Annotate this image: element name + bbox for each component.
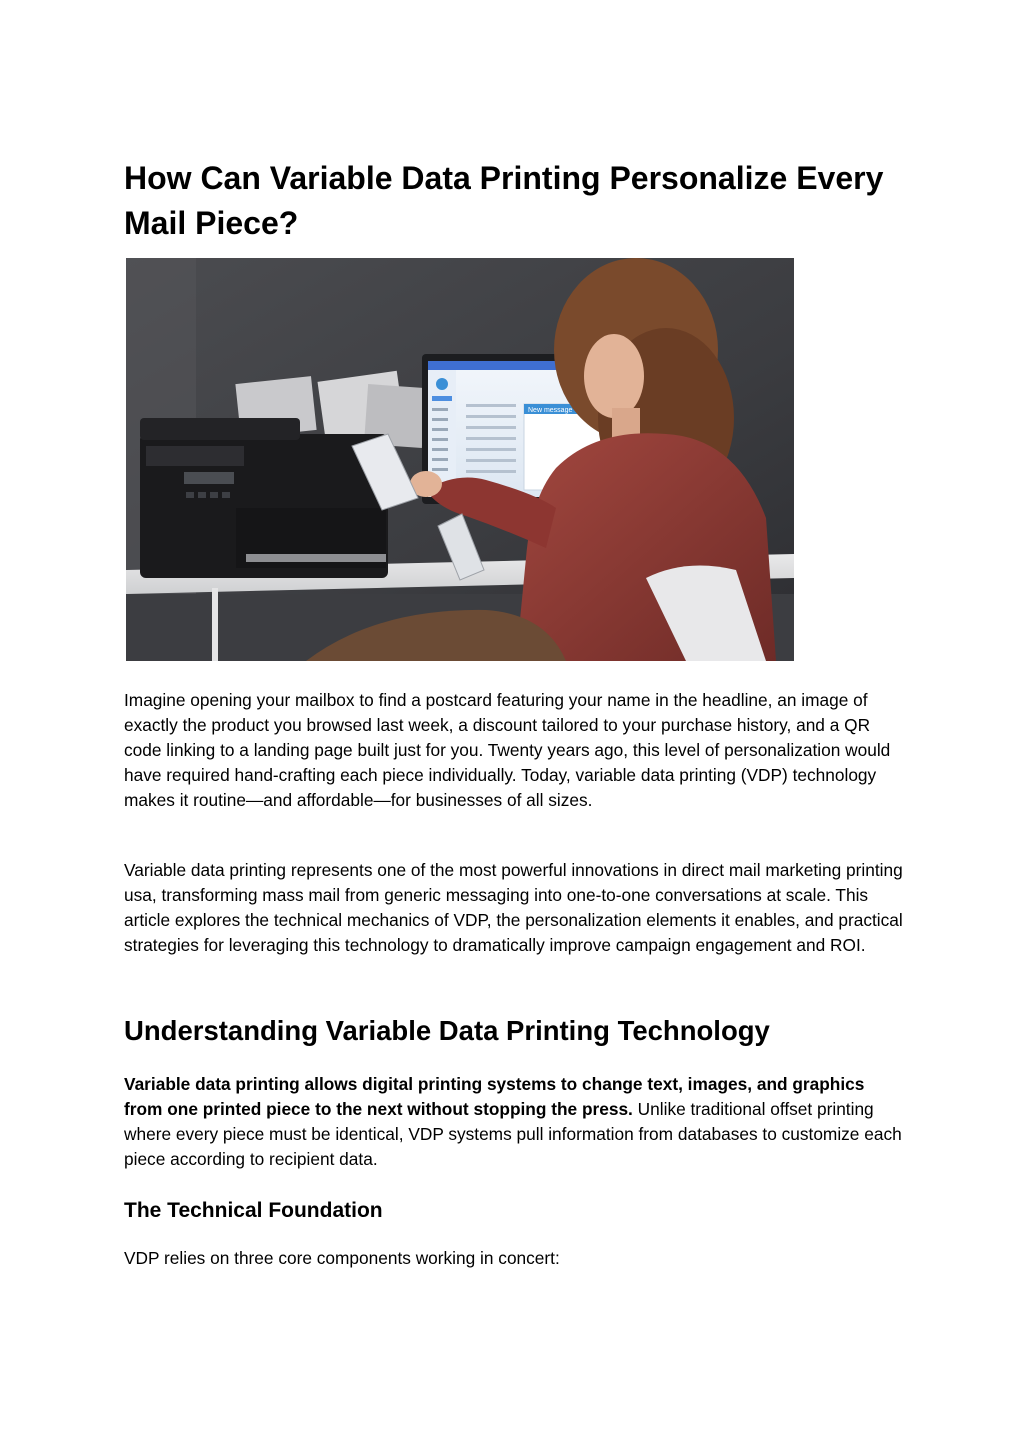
section-heading: Understanding Variable Data Printing Technology — [124, 1015, 770, 1046]
section-paragraph-bold: Variable data printing allows digital printing systems to change text, images, and graphics from one printed piece to the next without stopping the press. — [124, 1074, 865, 1120]
article-title: How Can Variable Data Printing Personalize Every Mail Piece? — [124, 160, 884, 241]
subsection-heading: The Technical Foundation — [124, 1199, 383, 1222]
second-paragraph: Variable data printing represents one of the most powerful innovations in direct mail marketing printing usa, transforming mass mail from generic messaging into one-to-one conversations at scale. This article explores the technical mechanics of VDP, the personalization elements it enables, and practical strategies for leveraging this technology to dramatically improve campaign engagement and ROI. — [124, 860, 903, 956]
section-paragraph-rest: Unlike traditional offset printing where every piece must be identical, VDP systems pull information from databases to customize each piece according to recipient data. — [124, 1099, 902, 1170]
section-paragraph — [124, 1072, 904, 1172]
intro-paragraph: Imagine opening your mailbox to find a postcard featuring your name in the headline, an image of exactly the product you browsed last week, a discount tailored to your purchase history, and a QR code linking to a landing page built just for you. Twenty years ago, this level of personalization would have required hand-crafting each piece individually. Today, variable data printing (VDP) technology makes it routine—and affordable—for businesses of all sizes. — [124, 690, 891, 811]
photo-woman-at-printer-icon — [126, 258, 794, 661]
subsection-paragraph: VDP relies on three core components working in concert: — [124, 1248, 560, 1268]
hero-image — [126, 258, 794, 661]
screen-heading: New message — [528, 407, 573, 414]
